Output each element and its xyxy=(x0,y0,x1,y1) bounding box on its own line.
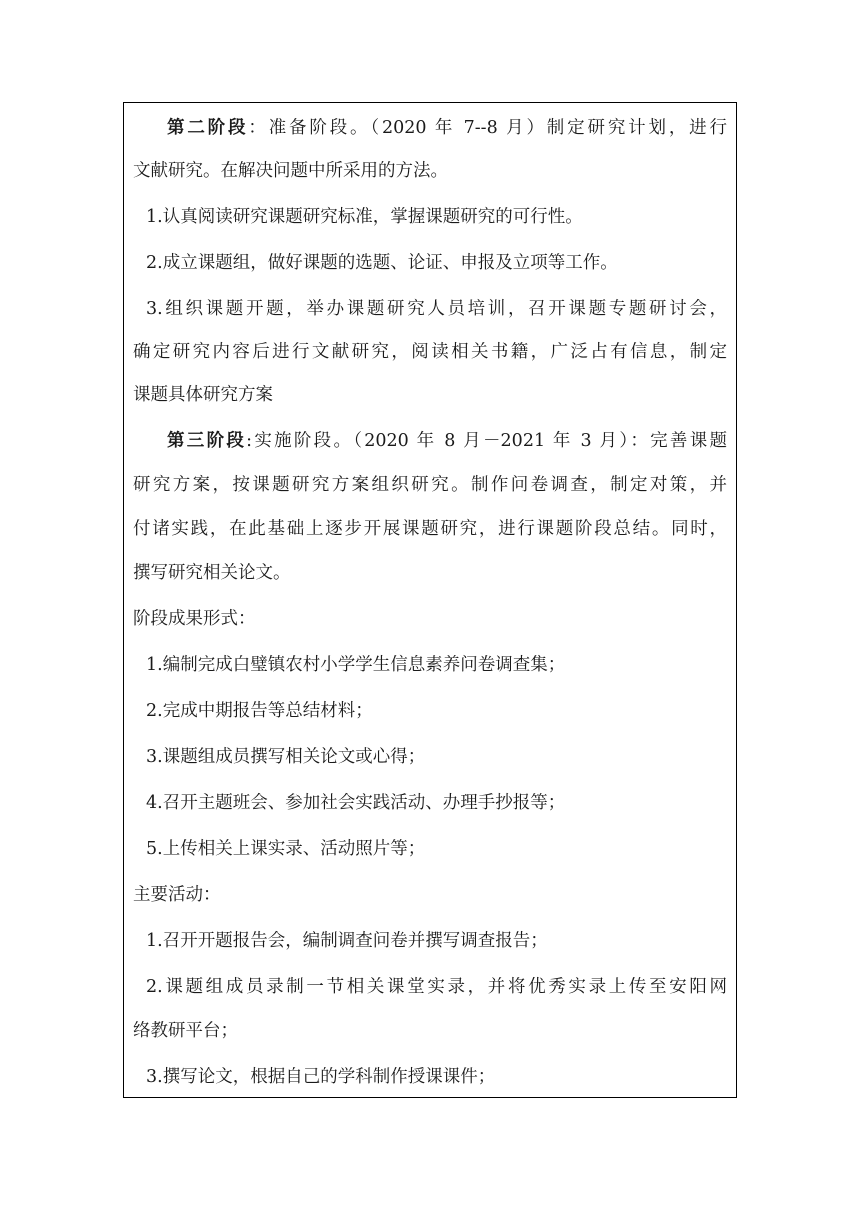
results-item-1: 1.编制完成白璧镇农村小学学生信息素养问卷调查集； xyxy=(146,655,566,675)
results-item-5: 5.上传相关上课实录、活动照片等； xyxy=(146,839,426,859)
stage3-paragraph-line1 xyxy=(133,426,727,456)
results-heading: 阶段成果形式： xyxy=(133,609,256,629)
stage3-paragraph-line4: 撰写研究相关论文。 xyxy=(133,563,291,583)
stage2-paragraph-line1 xyxy=(133,113,727,143)
results-item-3: 3.课题组成员撰写相关论文或心得； xyxy=(146,747,426,767)
stage2-line1-text: ：准备阶段。（2020 年 7--8 月）制定研究计划，进行 xyxy=(248,118,728,138)
stage3-line1-text: :实施阶段。（2020 年 8 月－2021 年 3 月）：完善课题 xyxy=(246,431,727,451)
results-item-2: 2.完成中期报告等总结材料； xyxy=(146,701,373,721)
activities-item-3: 3.撰写论文，根据自己的学科制作授课课件； xyxy=(146,1067,496,1087)
activities-item-2-line2: 络教研平台； xyxy=(133,1021,238,1041)
stage3-heading: 第三阶段 xyxy=(167,431,247,451)
stage2-heading: 第二阶段 xyxy=(167,118,249,138)
stage2-item-3-line3: 课题具体研究方案 xyxy=(133,385,273,405)
stage3-paragraph-line3: 付诸实践，在此基础上逐步开展课题研究，进行课题阶段总结。同时， xyxy=(133,519,727,539)
activities-item-2-line1: 2.课题组成员录制一节相关课堂实录，并将优秀实录上传至安阳网 xyxy=(146,977,727,997)
results-item-4: 4.召开主题班会、参加社会实践活动、办理手抄报等； xyxy=(146,793,566,813)
stage2-paragraph-line2: 文献研究。在解决问题中所采用的方法。 xyxy=(133,161,448,181)
stage3-paragraph-line2: 研究方案，按课题研究方案组织研究。制作问卷调查，制定对策，并 xyxy=(133,475,727,495)
activities-item-1: 1.召开开题报告会，编制调查问卷并撰写调查报告； xyxy=(146,931,548,951)
stage2-item-3-line1: 3.组织课题开题，举办课题研究人员培训，召开课题专题研讨会， xyxy=(146,299,727,319)
stage2-item-1: 1.认真阅读研究课题研究标准，掌握课题研究的可行性。 xyxy=(146,207,583,227)
stage2-item-2: 2.成立课题组，做好课题的选题、论证、申报及立项等工作。 xyxy=(146,253,618,273)
activities-heading: 主要活动： xyxy=(133,885,221,905)
document-table-cell xyxy=(123,102,737,1098)
stage2-item-3-line2: 确定研究内容后进行文献研究，阅读相关书籍，广泛占有信息，制定 xyxy=(133,342,727,362)
